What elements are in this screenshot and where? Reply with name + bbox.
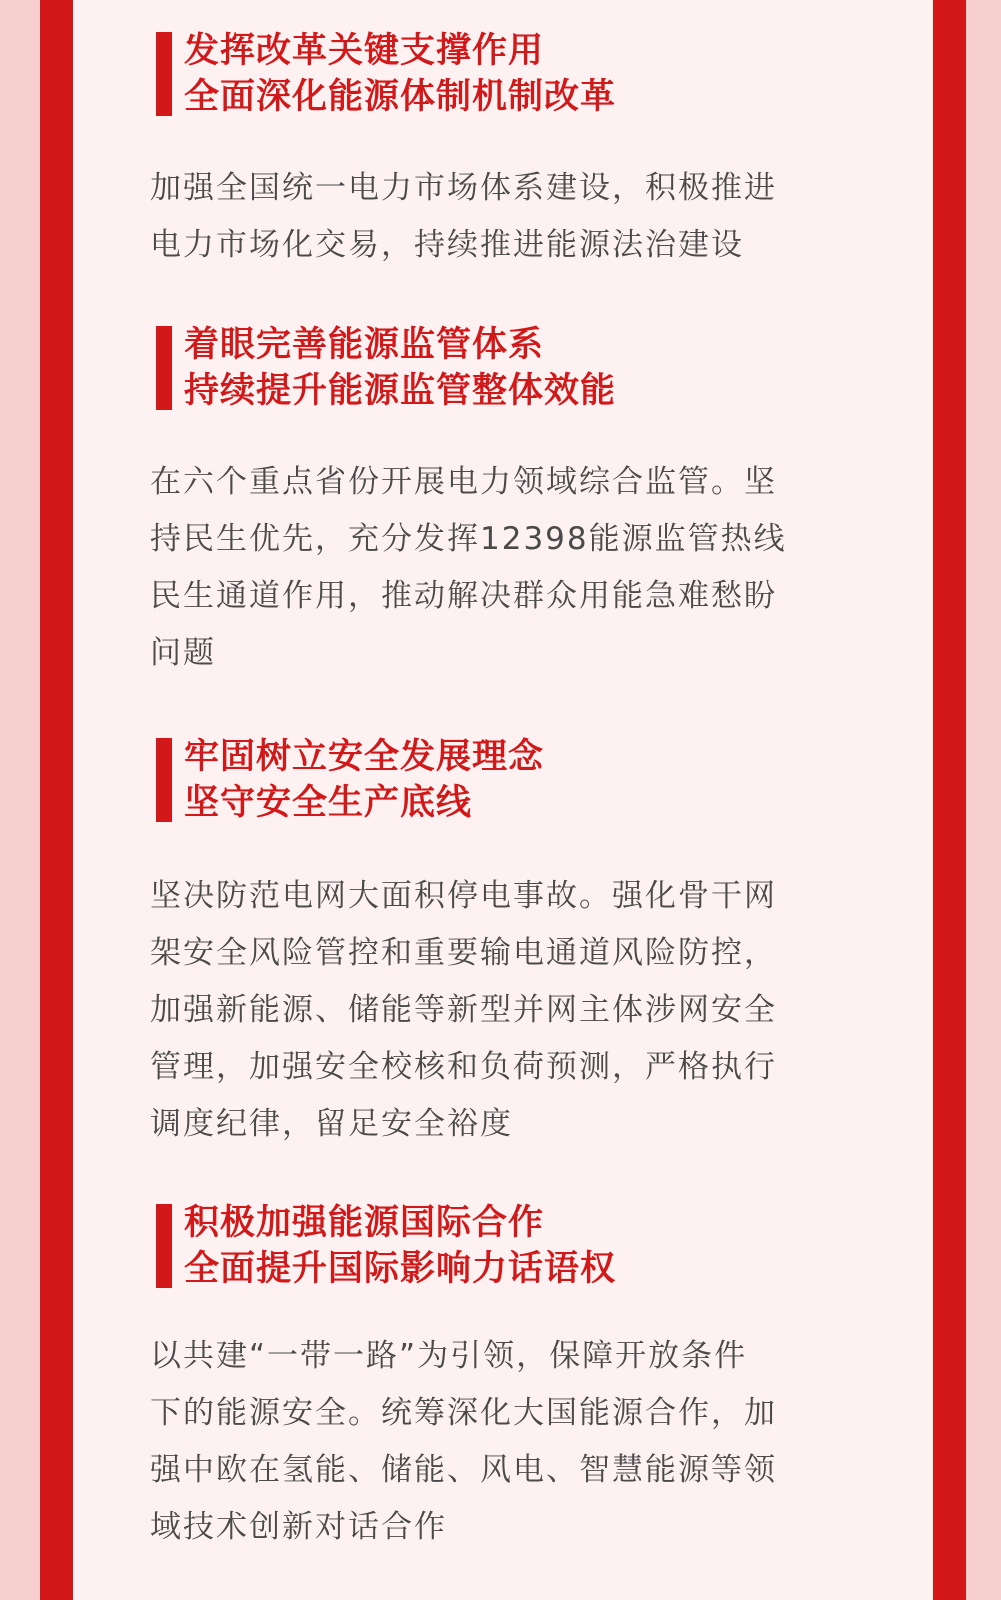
section-body xyxy=(150,1328,820,1556)
heading-line-2: 持续提升能源监管整体效能 xyxy=(184,371,617,411)
section-reform xyxy=(150,28,830,274)
section-safety xyxy=(150,734,830,1153)
section-heading xyxy=(150,28,830,120)
heading-accent-bar xyxy=(156,1204,172,1288)
heading-line-1: 发挥改革关键支撑作用 xyxy=(184,31,545,71)
heading-accent-bar xyxy=(156,32,172,116)
body-line: 架安全风险管控和重要输电通道风险防控， xyxy=(150,935,777,971)
heading-accent-bar xyxy=(156,738,172,822)
heading-line-2: 全面提升国际影响力话语权 xyxy=(184,1249,617,1289)
heading-line-1: 积极加强能源国际合作 xyxy=(184,1203,545,1243)
body-line: 民生通道作用，推动解决群众用能急难愁盼 xyxy=(150,578,777,614)
body-line: 加强全国统一电力市场体系建设，积极推进 xyxy=(150,170,777,206)
section-body xyxy=(150,868,820,1153)
heading-line-1: 牢固树立安全发展理念 xyxy=(184,737,545,777)
body-line: 下的能源安全。统筹深化大国能源合作，加 xyxy=(150,1395,777,1431)
section-heading xyxy=(150,1200,830,1292)
heading-accent-bar xyxy=(156,326,172,410)
heading-line-2: 坚守安全生产底线 xyxy=(184,783,473,823)
body-line: 管理，加强安全校核和负荷预测，严格执行 xyxy=(150,1049,777,1085)
body-line: 加强新能源、储能等新型并网主体涉网安全 xyxy=(150,992,777,1028)
body-line: 持民生优先，充分发挥12398能源监管热线 xyxy=(150,521,787,557)
body-line: 强中欧在氢能、储能、风电、智慧能源等领 xyxy=(150,1452,777,1488)
body-line: 以共建“一带一路”为引领，保障开放条件 xyxy=(150,1338,748,1374)
section-international xyxy=(150,1200,830,1556)
section-heading xyxy=(150,734,830,826)
body-line: 电力市场化交易，持续推进能源法治建设 xyxy=(150,227,744,263)
body-line: 域技术创新对话合作 xyxy=(150,1509,447,1545)
body-line: 问题 xyxy=(150,635,216,671)
section-supervision xyxy=(150,322,830,682)
body-line: 调度纪律，留足安全裕度 xyxy=(150,1106,513,1142)
heading-line-2: 全面深化能源体制机制改革 xyxy=(184,77,617,117)
section-heading xyxy=(150,322,830,414)
section-body xyxy=(150,160,820,274)
heading-line-1: 着眼完善能源监管体系 xyxy=(184,325,545,365)
section-body xyxy=(150,454,820,682)
body-line: 坚决防范电网大面积停电事故。强化骨干网 xyxy=(150,878,777,914)
body-line: 在六个重点省份开展电力领域综合监管。坚 xyxy=(150,464,777,500)
